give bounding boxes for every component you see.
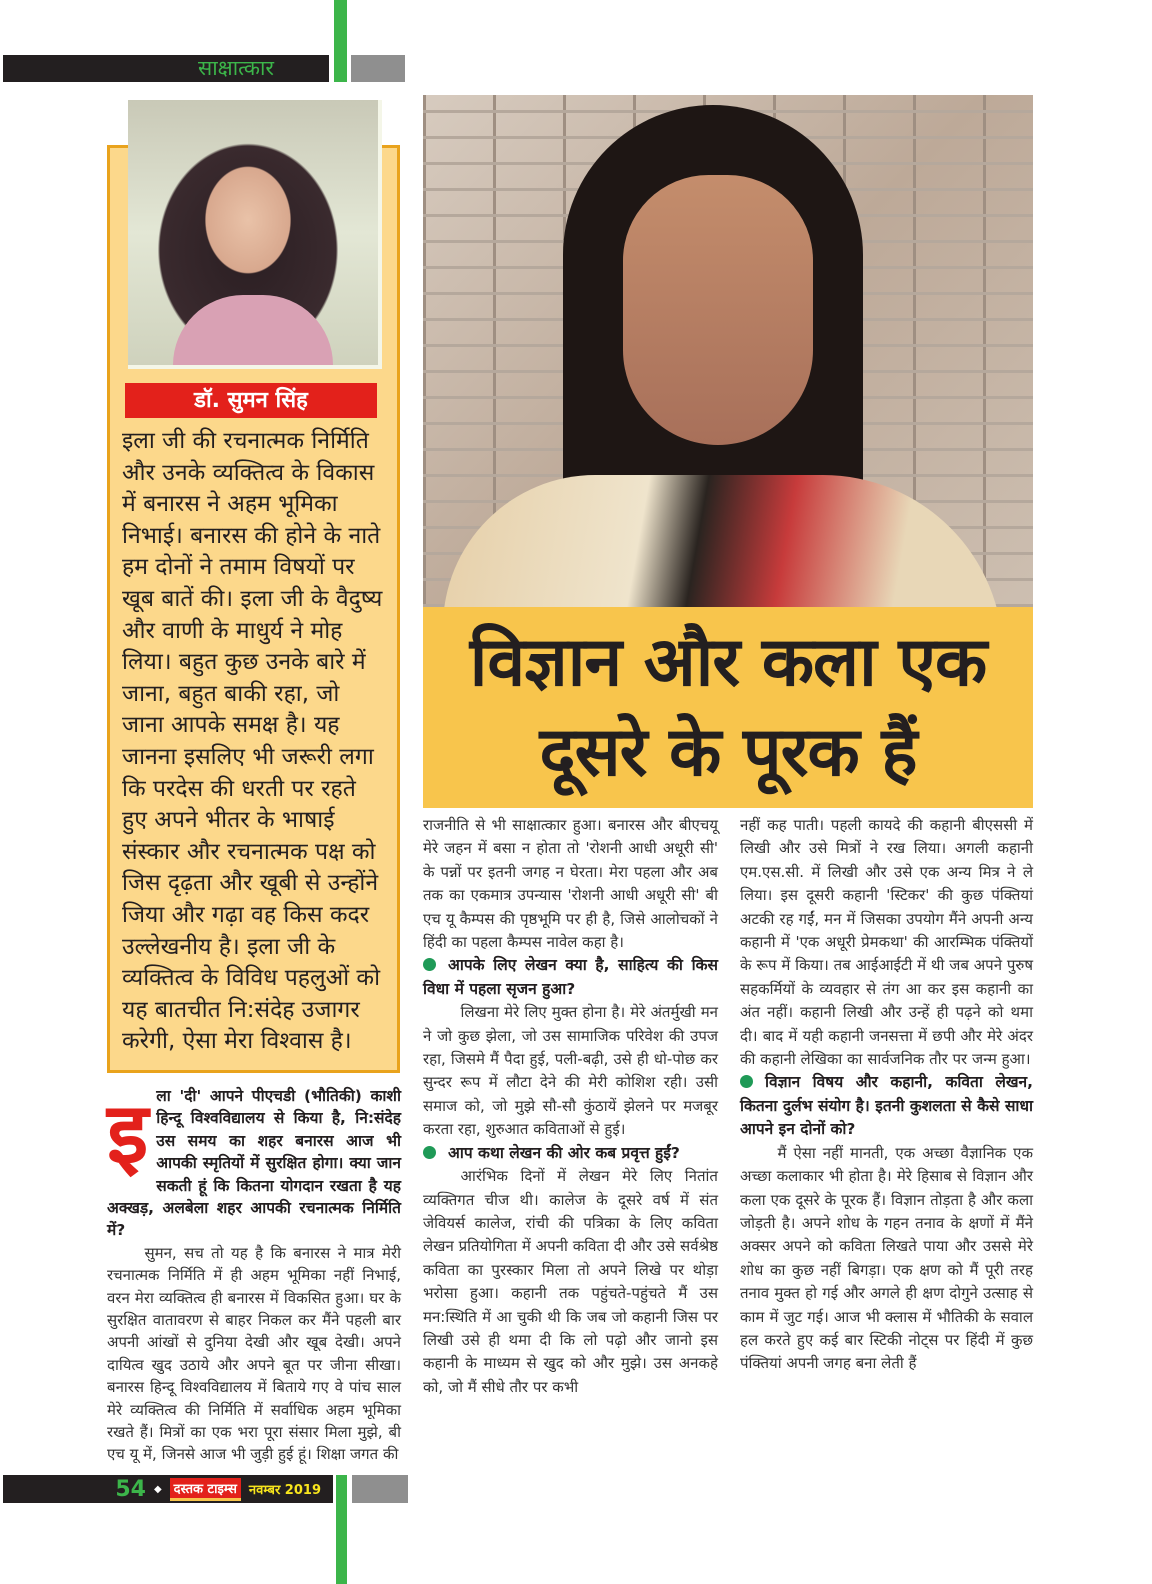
answer-3-continued: नहीं कह पाती। पहली कायदे की कहानी बीएससी में लिखी और उसे मित्रों ने रख लिया। अगली कहानी एम.एस.सी. में लिखी और उसे एक अन्य मित्र ने ले लिया। इस दूसरी कहानी 'स्टिकर' की कुछ पंक्तियां अटकी रह गईं, मन में जिसका उपयोग मैंने अपनी अन्य कहानी में 'एक अधूरी प्रेमकथा' की आरम्भिक पंक्तियों के रूप में किया। तब आईआईटी में थी जब अपने पुरुष सहकर्मियों के व्यवहार से तंग आ कर इस कहानी का अंत नहीं। कहानी लिखी और उन्हें ही पढ़ने को थमा दी। बाद में यही कहानी जनसत्ता में छपी और मेरे अंदर की कहानी लेखिका का सार्वजनिक तौर पर जन्म हुआ। — [740, 816, 1033, 1069]
footer-bar — [3, 1475, 333, 1503]
article-column-2 — [423, 814, 718, 1399]
section-label: साक्षात्कार — [198, 56, 274, 80]
answer-1-continued: राजनीति से भी साक्षात्कार हुआ। बनारस और बीएचयू मेरे जहन में बसा न होता तो 'रोशनी आधी अधूरी सी' के पन्नों पर इतनी जगह न घेरता। मेरा पहला और अब तक का एकमात्र उपन्यास 'रोशनी आधी अधूरी सी' बी एच यू कैम्पस की पृष्ठभूमि पर ही है, जिसे आलोचकों ने हिंदी का पहला कैम्पस नावेल कहा है। — [423, 816, 718, 952]
author-photo — [128, 100, 382, 369]
author-name: डॉ. सुमन सिंह — [125, 383, 377, 418]
separator-dot-icon: ◆ — [153, 1483, 162, 1495]
headline-line-1: विज्ञान और कला एक — [469, 622, 987, 702]
drop-cap: इ — [107, 1083, 149, 1182]
question-2 — [423, 954, 718, 1001]
gray-accent-block — [351, 55, 405, 82]
page-number: 54 — [115, 1476, 146, 1502]
footer-gray-block — [352, 1475, 408, 1503]
question-1 — [107, 1085, 401, 1242]
answer-2: लिखना मेरे लिए मुक्त होना है। मेरे अंतर्मुखी मन ने जो कुछ झेला, जो उस सामाजिक परिवेश की उपज रहा, जिसमे मैं पैदा हुई, पली-बढ़ी, उसे ही धो-पोछ कर सुन्दर रूप में लौटा देने की मेरी कोशिश रही। उसी समाज को, जो मुझे सौ-सौ कुंठायें झेलने पर मजबूर करता रहा, शुरुआत कविताओं से हुई। — [423, 1003, 718, 1139]
interviewee-photo — [423, 95, 1033, 607]
bullet-icon — [423, 1146, 436, 1159]
question-3 — [423, 1142, 718, 1165]
headline — [470, 618, 987, 798]
issue-date: नवम्बर 2019 — [248, 1483, 321, 1498]
article-column-1 — [107, 1085, 401, 1466]
question-text: ला 'दी' आपने पीएचडी (भौतिकी) काशी हिन्दू विश्वविद्यालय से किया है, नि:संदेह उस समय का शहर बनारस आज भी आपकी स्मृतियों में सुरक्षित होगा। क्या जान सकती हूं कि कितना योगदान रखता है यह अक्खड़, अलबेला शहर आपकी रचनात्मक निर्मिति में? — [107, 1086, 401, 1240]
question-text: आपके लिए लेखन क्या है, साहित्य की किस विधा में पहला सृजन हुआ? — [423, 956, 718, 998]
answer-1: सुमन, सच तो यह है कि बनारस ने मात्र मेरी रचनात्मक निर्मिति में ही अहम भूमिका नहीं निभाई, वरन मेरा व्यक्तित्व ही बनारस में विकसित हुआ। घर के सुरक्षित वातावरण से बाहर निकल कर मैंने पहली बार अपनी आंखों से दुनिया देखी और खूब देखी। अपने दायित्व खुद उठाये और अपने बूत पर जीना सीखा। बनारस हिन्दू विश्वविद्यालय में बिताये गए वे पांच साल मेरे व्यक्तित्व की निर्मिति में सर्वाधिक अहम भूमिका रखते हैं। मित्रों का एक भरा पूरा संसार मिला मुझे, बी एच यू में, जिनसे आज भी जुड़ी हुई हूं। शिक्षा जगत की — [107, 1243, 401, 1464]
answer-4: मैं ऐसा नहीं मानती, एक अच्छा वैज्ञानिक एक अच्छा कलाकार भी होता है। मेरे हिसाब से विज्ञान और कला एक दूसरे के पूरक हैं। विज्ञान तोड़ता है और कला जोड़ती है। अपने शोध के गहन तनाव के क्षणों में मैंने अक्सर अपने को कविता लिखते पाया और उससे मेरे शोध का कुछ नहीं बिगड़ा। एक क्षण को मैं पूरी तरह तनाव मुक्त हो गई और अगले ही क्षण दोगुने उत्साह से काम में जुट गई। आज भी क्लास में भौतिकी के सवाल हल करते हुए कई बार स्टिकी नोट्स पर हिंदी में कुछ पंक्तियां अपनी जगह बना लेती हैं — [740, 1143, 1033, 1373]
question-4 — [740, 1071, 1033, 1141]
bullet-icon — [423, 958, 436, 971]
bullet-icon — [740, 1075, 753, 1088]
question-text: विज्ञान विषय और कहानी, कविता लेखन, कितना दुर्लभ संयोग है। इतनी कुशलता से कैसे साधा आपने इन दोनों को? — [740, 1073, 1033, 1139]
article-column-3 — [740, 814, 1033, 1376]
headline-box — [423, 607, 1033, 808]
section-header-bar — [3, 55, 329, 82]
question-text: आप कथा लेखन की ओर कब प्रवृत्त हुईं? — [448, 1143, 680, 1162]
answer-3: आरंभिक दिनों में लेखन मेरे लिए नितांत व्यक्तिगत चीज थी। कालेज के दूसरे वर्ष में संत जेवियर्स कालेज, रांची की पत्रिका के लिए कविता लेखन प्रतियोगिता में अपनी कविता दी और उसे सर्वश्रेष्ठ कविता का पुरस्कार मिला तो अपने लिखे पर थोड़ा भरोसा हुआ। कहानी तक पहुंचते-पहुंचते मैं उस मन:स्थिति में आ चुकी थी कि जब जो कहानी जिस पर लिखी उसे ही थमा दी कि लो पढ़ो और जानो इस कहानी के माध्यम से खुद को और मुझे। उस अनकहे को, जो मैं सीधे तौर पर कभी — [423, 1167, 718, 1396]
headline-line-2: दूसरे के पूरक हैं — [539, 712, 917, 792]
intro-text: इला जी की रचनात्मक निर्मिति और उनके व्यक्तित्व के विकास में बनारस ने अहम भूमिका निभाई। बनारस की होने के नाते हम दोनों ने तमाम विषयों पर खूब बातें की। इला जी के वैदुष्य और वाणी के माधुर्य ने मोह लिया। बहुत कुछ उनके बारे में जाना, बहुत बाकी रहा, जो जाना आपके समक्ष है। यह जानना इसलिए भी जरूरी लगा कि परदेस की धरती पर रहते हुए अपने भीतर के भाषाई संस्कार और रचनात्मक पक्ष को जिस दृढ़ता और खूबी से उन्होंने जिया और गढ़ा वह किस कदर उल्लेखनीय है। इला जी के व्यक्तित्व के विविध पहलुओं को यह बातचीत नि:संदेह उजागर करेगी, ऐसा मेरा विश्वास है। — [122, 428, 383, 1055]
footer-green-bar — [336, 1475, 347, 1584]
green-accent-bar — [334, 0, 347, 82]
magazine-logo: दस्तक टाइम्स — [170, 1478, 241, 1501]
